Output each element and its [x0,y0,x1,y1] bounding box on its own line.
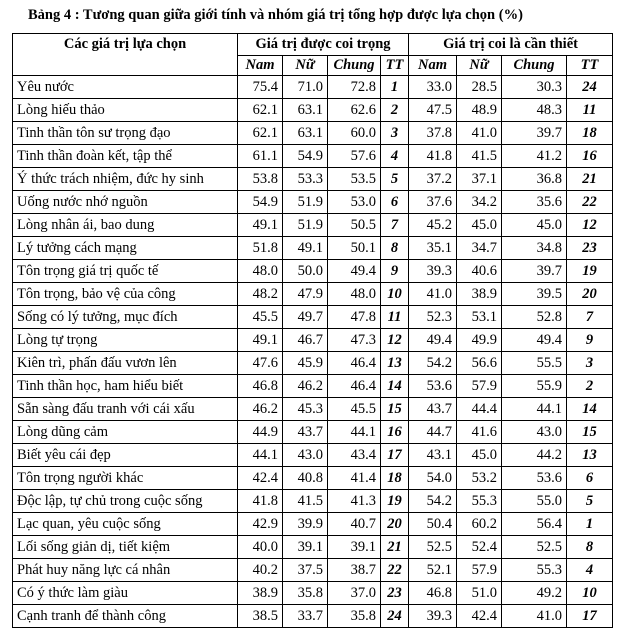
percent-cell: 45.0 [457,444,502,467]
percent-cell: 63.1 [283,122,328,145]
percent-cell: 51.9 [283,214,328,237]
table-row [13,145,613,168]
value-label: Lòng tự trọng [13,329,238,352]
header-group-valued: Giá trị được coi trọng [238,34,409,56]
table-row [13,122,613,145]
percent-cell: 46.4 [328,352,381,375]
rank-cell: 16 [567,145,613,168]
value-label: Lòng hiếu thảo [13,99,238,122]
percent-cell: 41.2 [502,145,567,168]
percent-cell: 41.6 [457,421,502,444]
percent-cell: 28.5 [457,76,502,99]
percent-cell: 47.9 [283,283,328,306]
percent-cell: 43.0 [283,444,328,467]
percent-cell: 45.0 [502,214,567,237]
percent-cell: 53.0 [328,191,381,214]
percent-cell: 37.2 [409,168,457,191]
percent-cell: 38.7 [328,559,381,582]
value-label: Lý tưởng cách mạng [13,237,238,260]
percent-cell: 46.8 [238,375,283,398]
percent-cell: 61.1 [238,145,283,168]
percent-cell: 48.2 [238,283,283,306]
subheader-cell: TT [567,56,613,76]
percent-cell: 35.1 [409,237,457,260]
value-label: Có ý thức làm giàu [13,582,238,605]
table-row [13,306,613,329]
percent-cell: 53.3 [283,168,328,191]
percent-cell: 50.0 [283,260,328,283]
table-row [13,490,613,513]
percent-cell: 54.2 [409,352,457,375]
table-row [13,582,613,605]
percent-cell: 36.8 [502,168,567,191]
table-row [13,99,613,122]
percent-cell: 44.1 [502,398,567,421]
percent-cell: 43.4 [328,444,381,467]
percent-cell: 40.0 [238,536,283,559]
rank-cell: 6 [381,191,409,214]
rank-cell: 7 [381,214,409,237]
percent-cell: 75.4 [238,76,283,99]
header-values-label: Các giá trị lựa chọn [13,34,238,76]
header-group-necessary: Giá trị coi là cần thiết [409,34,613,56]
percent-cell: 38.9 [238,582,283,605]
value-label: Tinh thần học, ham hiểu biết [13,375,238,398]
percent-cell: 44.1 [238,444,283,467]
rank-cell: 19 [381,490,409,513]
rank-cell: 14 [381,375,409,398]
percent-cell: 48.9 [457,99,502,122]
percent-cell: 53.6 [502,467,567,490]
rank-cell: 13 [567,444,613,467]
rank-cell: 9 [567,329,613,352]
rank-cell: 11 [567,99,613,122]
percent-cell: 50.4 [409,513,457,536]
percent-cell: 72.8 [328,76,381,99]
percent-cell: 46.2 [238,398,283,421]
percent-cell: 39.9 [283,513,328,536]
percent-cell: 51.8 [238,237,283,260]
percent-cell: 63.1 [283,99,328,122]
percent-cell: 52.8 [502,306,567,329]
percent-cell: 39.7 [502,260,567,283]
percent-cell: 49.2 [502,582,567,605]
value-label: Tinh thần tôn sư trọng đạo [13,122,238,145]
rank-cell: 1 [381,76,409,99]
table-row [13,352,613,375]
percent-cell: 37.0 [328,582,381,605]
percent-cell: 52.5 [409,536,457,559]
percent-cell: 38.5 [238,605,283,628]
percent-cell: 62.1 [238,122,283,145]
table-row [13,260,613,283]
percent-cell: 52.5 [502,536,567,559]
percent-cell: 53.8 [238,168,283,191]
rank-cell: 24 [381,605,409,628]
rank-cell: 10 [567,582,613,605]
percent-cell: 41.8 [409,145,457,168]
rank-cell: 6 [567,467,613,490]
percent-cell: 47.6 [238,352,283,375]
percent-cell: 40.8 [283,467,328,490]
rank-cell: 2 [567,375,613,398]
percent-cell: 42.4 [457,605,502,628]
value-label: Sống có lý tưởng, mục đích [13,306,238,329]
percent-cell: 49.1 [283,237,328,260]
subheader-cell: Nữ [283,56,328,76]
percent-cell: 49.7 [283,306,328,329]
percent-cell: 71.0 [283,76,328,99]
table-row [13,536,613,559]
percent-cell: 48.3 [502,99,567,122]
percent-cell: 30.3 [502,76,567,99]
value-label: Yêu nước [13,76,238,99]
rank-cell: 11 [381,306,409,329]
percent-cell: 50.5 [328,214,381,237]
percent-cell: 41.0 [457,122,502,145]
rank-cell: 15 [567,421,613,444]
rank-cell: 24 [567,76,613,99]
rank-cell: 20 [567,283,613,306]
percent-cell: 53.6 [409,375,457,398]
percent-cell: 60.0 [328,122,381,145]
rank-cell: 7 [567,306,613,329]
percent-cell: 37.6 [409,191,457,214]
rank-cell: 14 [567,398,613,421]
percent-cell: 38.9 [457,283,502,306]
percent-cell: 35.8 [328,605,381,628]
percent-cell: 49.4 [502,329,567,352]
table-row [13,168,613,191]
rank-cell: 19 [567,260,613,283]
table-row [13,444,613,467]
percent-cell: 52.1 [409,559,457,582]
percent-cell: 41.0 [409,283,457,306]
value-label: Tôn trọng, bảo vệ của công [13,283,238,306]
percent-cell: 45.9 [283,352,328,375]
percent-cell: 46.2 [283,375,328,398]
percent-cell: 41.0 [502,605,567,628]
table-row [13,329,613,352]
percent-cell: 43.7 [409,398,457,421]
percent-cell: 37.5 [283,559,328,582]
percent-cell: 48.0 [238,260,283,283]
rank-cell: 4 [381,145,409,168]
values-table [12,33,613,628]
percent-cell: 54.9 [238,191,283,214]
rank-cell: 12 [567,214,613,237]
value-label: Biết yêu cái đẹp [13,444,238,467]
rank-cell: 18 [567,122,613,145]
rank-cell: 21 [567,168,613,191]
percent-cell: 57.6 [328,145,381,168]
percent-cell: 57.9 [457,559,502,582]
rank-cell: 21 [381,536,409,559]
percent-cell: 45.3 [283,398,328,421]
subheader-cell: Chung [328,56,381,76]
percent-cell: 41.8 [238,490,283,513]
percent-cell: 52.4 [457,536,502,559]
percent-cell: 37.1 [457,168,502,191]
percent-cell: 49.4 [328,260,381,283]
rank-cell: 16 [381,421,409,444]
percent-cell: 54.0 [409,467,457,490]
percent-cell: 37.8 [409,122,457,145]
percent-cell: 39.5 [502,283,567,306]
rank-cell: 5 [567,490,613,513]
table-row [13,76,613,99]
percent-cell: 51.0 [457,582,502,605]
percent-cell: 45.2 [409,214,457,237]
value-label: Tôn trọng người khác [13,467,238,490]
percent-cell: 55.0 [502,490,567,513]
percent-cell: 44.7 [409,421,457,444]
rank-cell: 17 [567,605,613,628]
table-row [13,559,613,582]
percent-cell: 39.1 [328,536,381,559]
rank-cell: 10 [381,283,409,306]
rank-cell: 22 [567,191,613,214]
value-label: Lạc quan, yêu cuộc sống [13,513,238,536]
percent-cell: 33.0 [409,76,457,99]
table-row [13,398,613,421]
percent-cell: 40.2 [238,559,283,582]
percent-cell: 46.7 [283,329,328,352]
percent-cell: 49.1 [238,214,283,237]
value-label: Tinh thần đoàn kết, tập thể [13,145,238,168]
table-row [13,513,613,536]
rank-cell: 4 [567,559,613,582]
rank-cell: 13 [381,352,409,375]
table-row [13,467,613,490]
percent-cell: 53.5 [328,168,381,191]
percent-cell: 62.6 [328,99,381,122]
rank-cell: 18 [381,467,409,490]
percent-cell: 43.7 [283,421,328,444]
subheader-cell: TT [381,56,409,76]
percent-cell: 47.3 [328,329,381,352]
rank-cell: 9 [381,260,409,283]
percent-cell: 55.3 [457,490,502,513]
percent-cell: 41.4 [328,467,381,490]
percent-cell: 44.2 [502,444,567,467]
percent-cell: 40.7 [328,513,381,536]
percent-cell: 41.3 [328,490,381,513]
percent-cell: 42.9 [238,513,283,536]
rank-cell: 12 [381,329,409,352]
percent-cell: 35.8 [283,582,328,605]
percent-cell: 51.9 [283,191,328,214]
header-row-groups [13,34,613,56]
percent-cell: 45.5 [238,306,283,329]
value-label: Lòng nhân ái, bao dung [13,214,238,237]
percent-cell: 53.1 [457,306,502,329]
table-row [13,375,613,398]
percent-cell: 34.8 [502,237,567,260]
rank-cell: 20 [381,513,409,536]
percent-cell: 49.4 [409,329,457,352]
value-label: Sẵn sàng đấu tranh với cái xấu [13,398,238,421]
percent-cell: 47.8 [328,306,381,329]
rank-cell: 22 [381,559,409,582]
rank-cell: 8 [567,536,613,559]
percent-cell: 48.0 [328,283,381,306]
table-row [13,283,613,306]
subheader-cell: Nữ [457,56,502,76]
rank-cell: 15 [381,398,409,421]
percent-cell: 35.6 [502,191,567,214]
percent-cell: 54.2 [409,490,457,513]
percent-cell: 52.3 [409,306,457,329]
percent-cell: 55.5 [502,352,567,375]
rank-cell: 23 [381,582,409,605]
percent-cell: 39.7 [502,122,567,145]
table-row [13,605,613,628]
percent-cell: 42.4 [238,467,283,490]
percent-cell: 50.1 [328,237,381,260]
value-label: Kiên trì, phấn đấu vươn lên [13,352,238,375]
percent-cell: 39.1 [283,536,328,559]
table-row [13,214,613,237]
percent-cell: 45.0 [457,214,502,237]
percent-cell: 55.3 [502,559,567,582]
value-label: Phát huy năng lực cá nhân [13,559,238,582]
percent-cell: 47.5 [409,99,457,122]
percent-cell: 44.1 [328,421,381,444]
percent-cell: 46.8 [409,582,457,605]
percent-cell: 41.5 [283,490,328,513]
table-caption: Bảng 4 : Tương quan giữa giới tính và nhóm giá trị tổng hợp được lựa chọn (%) [28,7,523,23]
value-label: Cạnh tranh để thành công [13,605,238,628]
percent-cell: 40.6 [457,260,502,283]
percent-cell: 45.5 [328,398,381,421]
value-label: Lối sống giản dị, tiết kiệm [13,536,238,559]
rank-cell: 8 [381,237,409,260]
rank-cell: 3 [567,352,613,375]
percent-cell: 34.7 [457,237,502,260]
percent-cell: 56.4 [502,513,567,536]
rank-cell: 23 [567,237,613,260]
percent-cell: 43.0 [502,421,567,444]
subheader-cell: Nam [238,56,283,76]
table-row [13,191,613,214]
value-label: Tôn trọng giá trị quốc tế [13,260,238,283]
percent-cell: 53.2 [457,467,502,490]
percent-cell: 33.7 [283,605,328,628]
subheader-cell: Chung [502,56,567,76]
percent-cell: 49.9 [457,329,502,352]
percent-cell: 34.2 [457,191,502,214]
rank-cell: 2 [381,99,409,122]
value-label: Lòng dũng cảm [13,421,238,444]
percent-cell: 54.9 [283,145,328,168]
percent-cell: 49.1 [238,329,283,352]
rank-cell: 3 [381,122,409,145]
table-row [13,421,613,444]
percent-cell: 44.4 [457,398,502,421]
value-label: Ý thức trách nhiệm, đức hy sinh [13,168,238,191]
rank-cell: 17 [381,444,409,467]
percent-cell: 39.3 [409,260,457,283]
subheader-cell: Nam [409,56,457,76]
percent-cell: 44.9 [238,421,283,444]
percent-cell: 57.9 [457,375,502,398]
percent-cell: 62.1 [238,99,283,122]
percent-cell: 41.5 [457,145,502,168]
percent-cell: 60.2 [457,513,502,536]
percent-cell: 46.4 [328,375,381,398]
table-row [13,237,613,260]
percent-cell: 39.3 [409,605,457,628]
value-label: Độc lập, tự chủ trong cuộc sống [13,490,238,513]
rank-cell: 5 [381,168,409,191]
value-label: Uống nước nhớ nguồn [13,191,238,214]
percent-cell: 43.1 [409,444,457,467]
rank-cell: 1 [567,513,613,536]
percent-cell: 56.6 [457,352,502,375]
percent-cell: 55.9 [502,375,567,398]
